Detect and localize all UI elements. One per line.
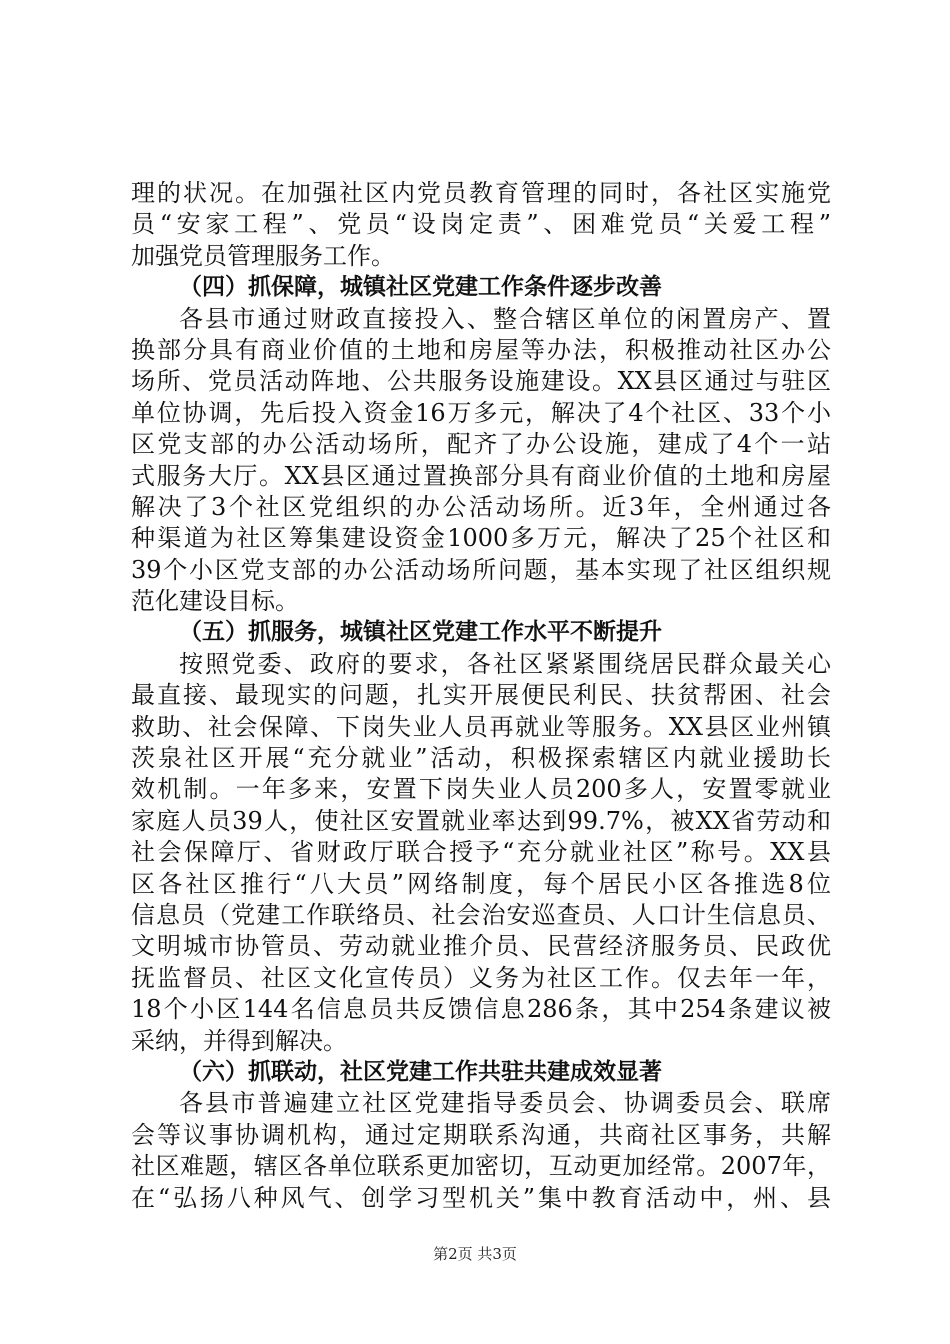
body-line: 各县市普遍建立社区党建指导委员会、协调委员会、联席 bbox=[179, 1089, 831, 1118]
body-line: 解决了3个社区党组织的办公活动场所。近3年，全州通过各 bbox=[131, 492, 831, 521]
body-line: 效机制。一年多来，安置下岗失业人员200多人，安置零就业 bbox=[131, 775, 831, 804]
document-body bbox=[131, 178, 831, 1214]
body-line: 采纳，并得到解决。 bbox=[131, 1026, 347, 1055]
body-line: 茨泉社区开展“充分就业”活动，积极探索辖区内就业援助长 bbox=[131, 744, 831, 773]
body-line: 18个小区144名信息员共反馈信息286条，其中254条建议被 bbox=[131, 995, 831, 1024]
body-line: 各县市通过财政直接投入、整合辖区单位的闲置房产、置 bbox=[179, 304, 831, 333]
body-line: 社会保障厅、省财政厅联合授予“充分就业社区”称号。XX县 bbox=[131, 838, 831, 867]
body-line: 式服务大厅。XX县区通过置换部分具有商业价值的土地和房屋 bbox=[131, 461, 831, 490]
body-line: 区各社区推行“八大员”网络制度，每个居民小区各推选8位 bbox=[131, 869, 831, 898]
body-line: 抚监督员、社区文化宣传员）义务为社区工作。仅去年一年， bbox=[131, 963, 831, 992]
body-line: 员“安家工程”、党员“设岗定责”、困难党员“关爱工程” bbox=[131, 210, 831, 239]
body-line: 按照党委、政府的要求，各社区紧紧围绕居民群众最关心 bbox=[179, 649, 831, 678]
body-line: 社区难题，辖区各单位联系更加密切，互动更加经常。2007年， bbox=[131, 1152, 831, 1181]
body-line: 39个小区党支部的办公活动场所问题，基本实现了社区组织规 bbox=[131, 555, 831, 584]
body-line: 种渠道为社区筹集建设资金1000多万元，解决了25个社区和 bbox=[131, 524, 831, 553]
body-line: 家庭人员39人，使社区安置就业率达到99.7%，被XX省劳动和 bbox=[131, 806, 831, 835]
body-line: 理的状况。在加强社区内党员教育管理的同时，各社区实施党 bbox=[131, 179, 831, 207]
body-line: 救助、社会保障、下岗失业人员再就业等服务。XX县区业州镇 bbox=[131, 712, 831, 741]
body-line: 换部分具有商业价值的土地和房屋等办法，积极推动社区办公 bbox=[131, 335, 831, 364]
body-line: 单位协调，先后投入资金16万多元，解决了4个社区、33个小 bbox=[131, 398, 831, 427]
body-line: 在“弘扬八种风气、创学习型机关”集中教育活动中，州、县 bbox=[131, 1183, 831, 1212]
body-line: 最直接、最现实的问题，扎实开展便民利民、扶贫帮困、社会 bbox=[131, 681, 831, 710]
body-line: 区党支部的办公活动场所，配齐了办公设施，建成了4个一站 bbox=[131, 430, 831, 459]
body-line: 场所、党员活动阵地、公共服务设施建设。XX县区通过与驻区 bbox=[131, 367, 831, 396]
body-line: 信息员（党建工作联络员、社会治安巡查员、人口计生信息员、 bbox=[131, 900, 831, 929]
section-heading-4: （四）抓保障，城镇社区党建工作条件逐步改善 bbox=[179, 274, 662, 301]
section-heading-5: （五）抓服务，城镇社区党建工作水平不断提升 bbox=[179, 619, 662, 646]
body-line: 加强党员管理服务工作。 bbox=[131, 241, 395, 270]
body-line: 会等议事协调机构，通过定期联系沟通，共商社区事务，共解 bbox=[131, 1120, 831, 1149]
body-line: 文明城市协管员、劳动就业推介员、民营经济服务员、民政优 bbox=[131, 932, 831, 961]
body-line: 范化建设目标。 bbox=[131, 587, 299, 616]
page-number-footer: 第2页 共3页 bbox=[433, 1245, 517, 1263]
section-heading-6: （六）抓联动，社区党建工作共驻共建成效显著 bbox=[179, 1058, 662, 1085]
